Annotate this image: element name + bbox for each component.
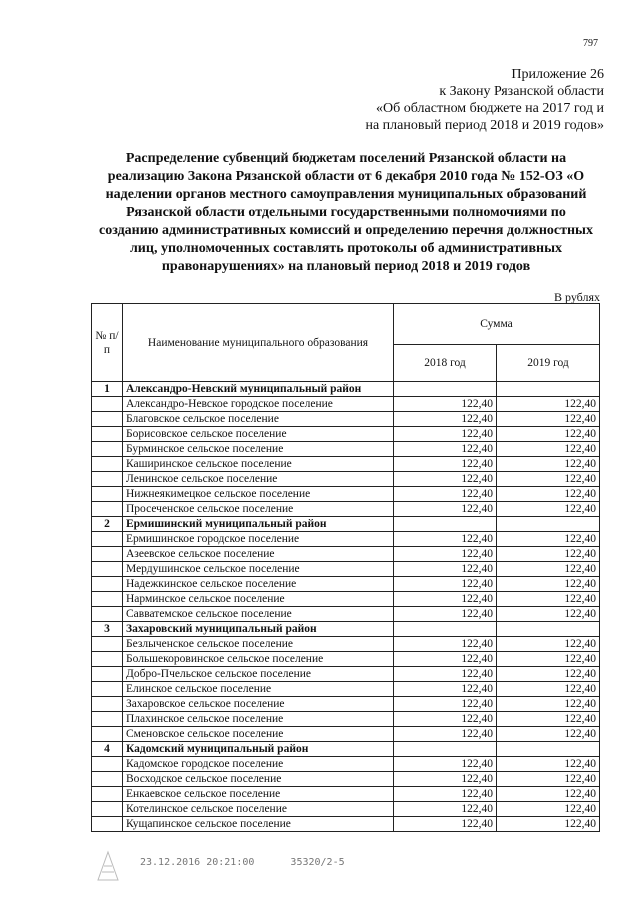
table-row [92,442,600,457]
table-row [92,757,600,772]
units-label: В рублях [553,290,600,304]
row-value-2018: 122,40 [394,682,497,697]
row-number [92,397,123,412]
row-name: Нижнеякимецкое сельское поселение [123,487,394,502]
row-name: Борисовское сельское поселение [123,427,394,442]
footer-code: 35320/2-5 [290,857,345,868]
row-value-2019 [497,742,600,757]
footer [140,857,375,868]
row-value-2018: 122,40 [394,577,497,592]
footer-timestamp: 23.12.2016 20:21:00 [140,857,255,868]
row-value-2019: 122,40 [497,472,600,487]
table-row [92,682,600,697]
row-value-2018: 122,40 [394,817,497,832]
header-2019: 2019 год [497,345,600,382]
row-number: 2 [92,517,123,532]
header-2018: 2018 год [394,345,497,382]
row-number [92,682,123,697]
row-value-2018: 122,40 [394,502,497,517]
row-value-2018: 122,40 [394,712,497,727]
row-value-2019: 122,40 [497,532,600,547]
row-value-2019: 122,40 [497,772,600,787]
row-value-2019: 122,40 [497,442,600,457]
row-value-2019 [497,622,600,637]
row-value-2019: 122,40 [497,682,600,697]
row-name: Кадомское городское поселение [123,757,394,772]
row-number [92,532,123,547]
row-number: 1 [92,382,123,397]
row-value-2019: 122,40 [497,697,600,712]
table-row [92,652,600,667]
region-row [92,382,600,397]
row-number [92,472,123,487]
row-name: Добро-Пчельское сельское поселение [123,667,394,682]
table-row [92,787,600,802]
row-value-2018: 122,40 [394,592,497,607]
table-row [92,772,600,787]
table-row [92,577,600,592]
row-number [92,577,123,592]
row-number [92,607,123,622]
row-value-2018: 122,40 [394,412,497,427]
row-name: Ермишинский муниципальный район [123,517,394,532]
row-value-2019: 122,40 [497,592,600,607]
row-value-2019: 122,40 [497,577,600,592]
row-value-2019: 122,40 [497,397,600,412]
row-name: Нарминское сельское поселение [123,592,394,607]
appendix-line-1: Приложение 26 [511,67,604,82]
row-value-2019: 122,40 [497,727,600,742]
row-value-2019: 122,40 [497,667,600,682]
row-value-2018: 122,40 [394,562,497,577]
row-number [92,592,123,607]
row-name: Благовское сельское поселение [123,412,394,427]
row-value-2019: 122,40 [497,712,600,727]
table-row [92,727,600,742]
row-name: Кадомский муниципальный район [123,742,394,757]
row-name: Котелинское сельское поселение [123,802,394,817]
row-value-2019: 122,40 [497,607,600,622]
table-row [92,412,600,427]
row-name: Ермишинское городское поселение [123,532,394,547]
row-value-2019 [497,382,600,397]
row-value-2019: 122,40 [497,412,600,427]
row-value-2018: 122,40 [394,697,497,712]
row-value-2019: 122,40 [497,562,600,577]
table-row [92,712,600,727]
row-name: Просеченское сельское поселение [123,502,394,517]
row-number [92,817,123,832]
header-name: Наименование муниципального образования [123,304,394,382]
stamp-icon [94,850,122,884]
appendix-line-4: на плановый период 2018 и 2019 годов» [365,118,604,133]
row-value-2019: 122,40 [497,427,600,442]
table-row [92,397,600,412]
row-value-2018: 122,40 [394,547,497,562]
page-number: 797 [583,38,598,49]
row-name: Большекоровинское сельское поселение [123,652,394,667]
table-row [92,802,600,817]
table-row [92,502,600,517]
appendix-line-2: к Закону Рязанской области [439,84,604,99]
row-number [92,457,123,472]
row-number [92,562,123,577]
row-value-2019: 122,40 [497,787,600,802]
row-number [92,802,123,817]
row-name: Захаровское сельское поселение [123,697,394,712]
row-name: Азеевское сельское поселение [123,547,394,562]
row-value-2019: 122,40 [497,637,600,652]
subventions-table [91,303,600,832]
row-number [92,712,123,727]
row-number [92,667,123,682]
row-number [92,652,123,667]
row-value-2019: 122,40 [497,547,600,562]
appendix-header [365,66,604,134]
row-value-2018: 122,40 [394,652,497,667]
row-value-2018: 122,40 [394,397,497,412]
row-number [92,787,123,802]
table-row [92,532,600,547]
table-row [92,697,600,712]
row-value-2018: 122,40 [394,532,497,547]
row-value-2019: 122,40 [497,487,600,502]
row-value-2018: 122,40 [394,787,497,802]
row-name: Александро-Невское городское поселение [123,397,394,412]
row-name: Сменовское сельское поселение [123,727,394,742]
row-name: Захаровский муниципальный район [123,622,394,637]
row-name: Елинское сельское поселение [123,682,394,697]
row-number [92,442,123,457]
region-row [92,517,600,532]
row-number [92,757,123,772]
row-name: Енкаевское сельское поселение [123,787,394,802]
row-value-2018: 122,40 [394,667,497,682]
row-name: Ленинское сельское поселение [123,472,394,487]
row-number [92,412,123,427]
table-row [92,817,600,832]
row-name: Восходское сельское поселение [123,772,394,787]
row-number: 4 [92,742,123,757]
table-row [92,547,600,562]
document-title: Распределение субвенций бюджетам поселений Рязанской области на реализацию Закона Рязанской области от 6 декабря 2010 года № 152-ОЗ «О наделении органов местного самоуправления муниципальных образований Рязанской области отдельными государственными полномочиями по созданию административных комиссий и определению перечня должностных лиц, уполномоченных составлять протоколы об административных правонарушениях» на плановый период 2018 и 2019 годов [99,151,593,274]
table-row [92,607,600,622]
row-value-2019: 122,40 [497,457,600,472]
region-row [92,742,600,757]
row-number [92,427,123,442]
row-name: Плахинское сельское поселение [123,712,394,727]
row-name: Александро-Невский муниципальный район [123,382,394,397]
row-number [92,637,123,652]
table-row [92,472,600,487]
row-name: Надежкинское сельское поселение [123,577,394,592]
row-value-2018 [394,622,497,637]
row-number [92,727,123,742]
row-number [92,502,123,517]
row-value-2019 [497,517,600,532]
appendix-line-3: «Об областном бюджете на 2017 год и [376,101,604,116]
row-number: 3 [92,622,123,637]
row-value-2018: 122,40 [394,427,497,442]
table-row [92,592,600,607]
table-body [92,382,600,832]
row-value-2019: 122,40 [497,817,600,832]
row-value-2018: 122,40 [394,727,497,742]
row-name: Кущапинское сельское поселение [123,817,394,832]
row-name: Мердушинское сельское поселение [123,562,394,577]
row-number [92,772,123,787]
row-number [92,547,123,562]
region-row [92,622,600,637]
row-value-2018 [394,517,497,532]
header-num: № п/п [92,304,123,382]
row-value-2018: 122,40 [394,757,497,772]
table-row [92,667,600,682]
row-value-2019: 122,40 [497,757,600,772]
row-value-2018: 122,40 [394,802,497,817]
row-name: Савватемское сельское поселение [123,607,394,622]
row-value-2018: 122,40 [394,442,497,457]
row-number [92,487,123,502]
row-value-2018: 122,40 [394,607,497,622]
row-value-2018 [394,742,497,757]
row-value-2019: 122,40 [497,652,600,667]
row-name: Бурминское сельское поселение [123,442,394,457]
row-number [92,697,123,712]
row-value-2018: 122,40 [394,487,497,502]
header-sum: Сумма [394,304,600,345]
row-value-2018: 122,40 [394,472,497,487]
table-row [92,562,600,577]
row-value-2018 [394,382,497,397]
row-name: Каширинское сельское поселение [123,457,394,472]
table-row [92,637,600,652]
table-row [92,427,600,442]
row-value-2018: 122,40 [394,772,497,787]
table-row [92,457,600,472]
row-value-2019: 122,40 [497,802,600,817]
row-value-2019: 122,40 [497,502,600,517]
row-name: Безлыченское сельское поселение [123,637,394,652]
table-row [92,487,600,502]
row-value-2018: 122,40 [394,637,497,652]
row-value-2018: 122,40 [394,457,497,472]
